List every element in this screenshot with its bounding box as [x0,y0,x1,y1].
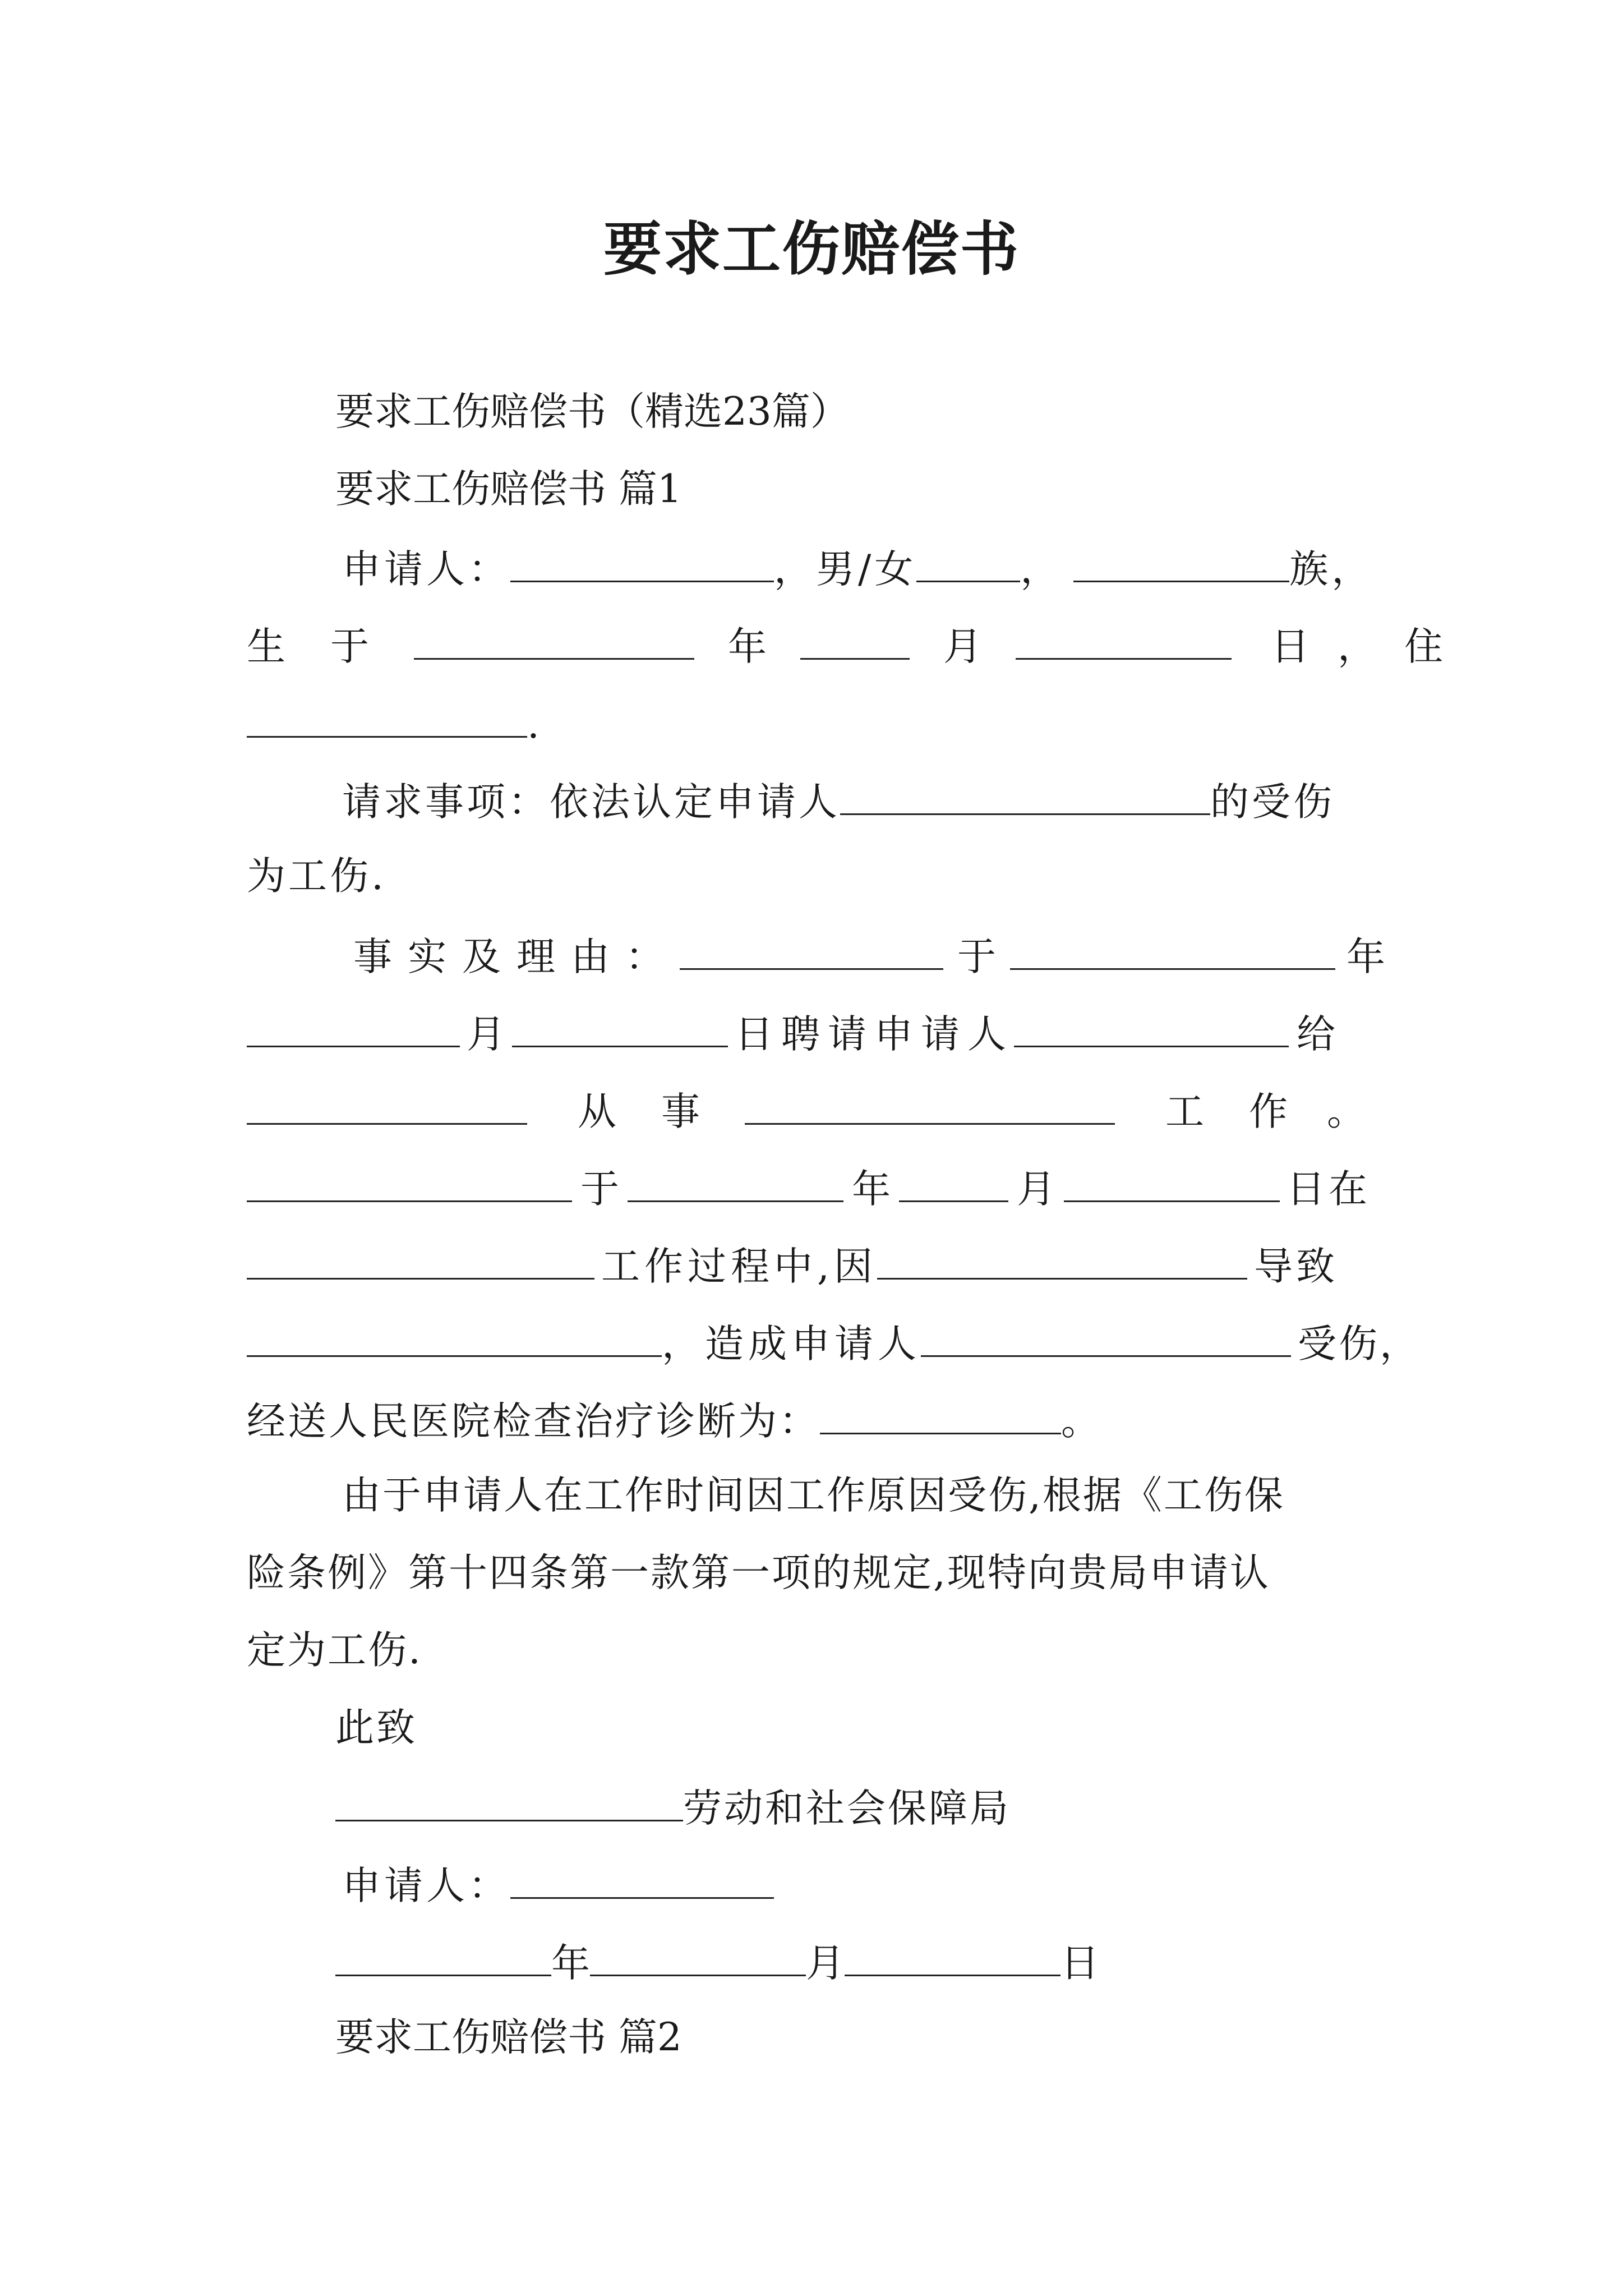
facts-gei: 给 [1297,1012,1335,1057]
blank-injury-day[interactable] [1064,1167,1280,1202]
facts-nian2: 年 [852,1167,891,1212]
blank-injury-month[interactable] [899,1167,1008,1202]
address-line [247,702,540,747]
facts-diagnosis: 经送人民医院检查治疗诊断为： [247,1399,820,1444]
blank-cause[interactable] [877,1244,1247,1280]
blank-workplace[interactable] [247,1089,527,1125]
blank-hire-year[interactable] [1010,935,1335,970]
reason-line-1: 由于申请人在工作时间因工作原因受伤,根据《工伤保 [342,1473,1285,1518]
closing-salutation: 此致 [335,1705,417,1750]
applicant-label: 申请人： [342,547,510,592]
facts-hire: 日聘请申请人 [735,1012,1014,1057]
facts-line-5 [247,1244,1338,1289]
facts-line-2 [247,1012,1335,1057]
facts-process: 工作过程中,因 [601,1244,877,1289]
blank-sign-year[interactable] [335,1941,551,1976]
facts-line-6 [247,1322,1421,1364]
born-sheng: 生 [247,624,285,669]
blank-injury-place[interactable] [247,1244,594,1280]
date-nian: 年 [551,1941,590,1986]
facts-line-7 [247,1399,1102,1444]
born-ri: 日 [1271,624,1310,669]
request-line [342,780,1335,825]
ethnicity-label: 族， [1289,547,1374,592]
blank-ethnicity[interactable] [1073,547,1289,582]
facts-period: 。 [1327,1089,1366,1134]
signature-line [342,1864,774,1906]
facts-line-3 [247,1089,1366,1134]
birth-line [247,624,1443,669]
facts-shi: 事 [661,1089,700,1134]
blank-birth-day[interactable] [1016,624,1232,660]
blank-birth-year[interactable] [414,624,694,660]
facts-zuo: 作 [1249,1089,1288,1134]
comma: ， [1020,547,1063,592]
blank-hire-month[interactable] [247,1012,460,1047]
facts-cong: 从 [578,1089,616,1134]
section-heading-1: 要求工伤赔偿书 篇1 [335,467,682,512]
blank-job[interactable] [745,1089,1115,1125]
blank-bureau-region[interactable] [335,1786,683,1821]
applicant-line [342,547,1374,592]
facts-diag-end: 。 [1061,1399,1102,1444]
blank-injury-date-lead[interactable] [247,1167,572,1202]
blank-employer[interactable] [680,935,943,970]
facts-gong: 工 [1165,1089,1204,1134]
blank-signature[interactable] [510,1864,774,1899]
facts-rizai: 日在 [1287,1167,1371,1212]
blank-request-name[interactable] [840,780,1210,815]
blank-hire-day[interactable] [512,1012,728,1047]
blank-sign-day[interactable] [845,1941,1061,1976]
request-tail: 的受伤 [1210,780,1335,825]
bureau-name: 劳动和社会保障局 [683,1786,1011,1831]
request-label: 请求事项：依法认定申请人 [342,780,840,825]
born-nian: 年 [728,624,767,669]
blank-injury-year[interactable] [628,1167,843,1202]
facts-line-4 [247,1167,1371,1212]
blank-sign-month[interactable] [590,1941,806,1976]
facts-yu2: 于 [580,1167,619,1212]
blank-diagnosis[interactable] [820,1399,1061,1434]
facts-daozhi: 导致 [1253,1244,1338,1289]
request-cont: 为工伤. [247,854,386,899]
born-yue: 月 [943,624,982,669]
signature-label: 申请人： [342,1864,510,1908]
blank-address[interactable] [247,702,527,738]
facts-nian: 年 [1347,935,1385,979]
facts-yue2: 月 [1017,1167,1055,1212]
date-line [335,1941,1099,1986]
born-comma: ， [1338,624,1376,669]
date-yue: 月 [806,1941,845,1986]
born-yu: 于 [330,624,369,669]
born-zhu: 住 [1404,624,1443,669]
facts-shoushang: 受伤， [1298,1322,1421,1366]
facts-line-1 [353,935,1385,977]
date-ri: 日 [1061,1941,1099,1986]
document-title: 要求工伤赔偿书 [603,214,1020,283]
blank-birth-month[interactable] [800,624,910,660]
gender-label: ，男/女 [774,547,917,592]
blank-gender[interactable] [916,547,1020,582]
blank-applicant-name[interactable] [510,547,774,582]
bureau-line [335,1786,1011,1831]
reason-line-3: 定为工伤. [247,1628,422,1673]
facts-label: 事实及理由： [353,935,680,979]
document-subtitle: 要求工伤赔偿书（精选23篇） [335,389,849,434]
section-heading-2: 要求工伤赔偿书 篇2 [335,2015,682,2060]
facts-yu: 于 [957,935,996,979]
address-end: . [527,702,540,747]
blank-hire-applicant[interactable] [1014,1012,1289,1047]
facts-caused: ，造成申请人 [662,1322,921,1366]
blank-accident[interactable] [247,1322,662,1357]
blank-injured-part[interactable] [921,1322,1291,1357]
facts-yue: 月 [467,1012,505,1057]
reason-line-2: 险条例》第十四条第一款第一项的规定,现特向贵局申请认 [247,1550,1270,1595]
